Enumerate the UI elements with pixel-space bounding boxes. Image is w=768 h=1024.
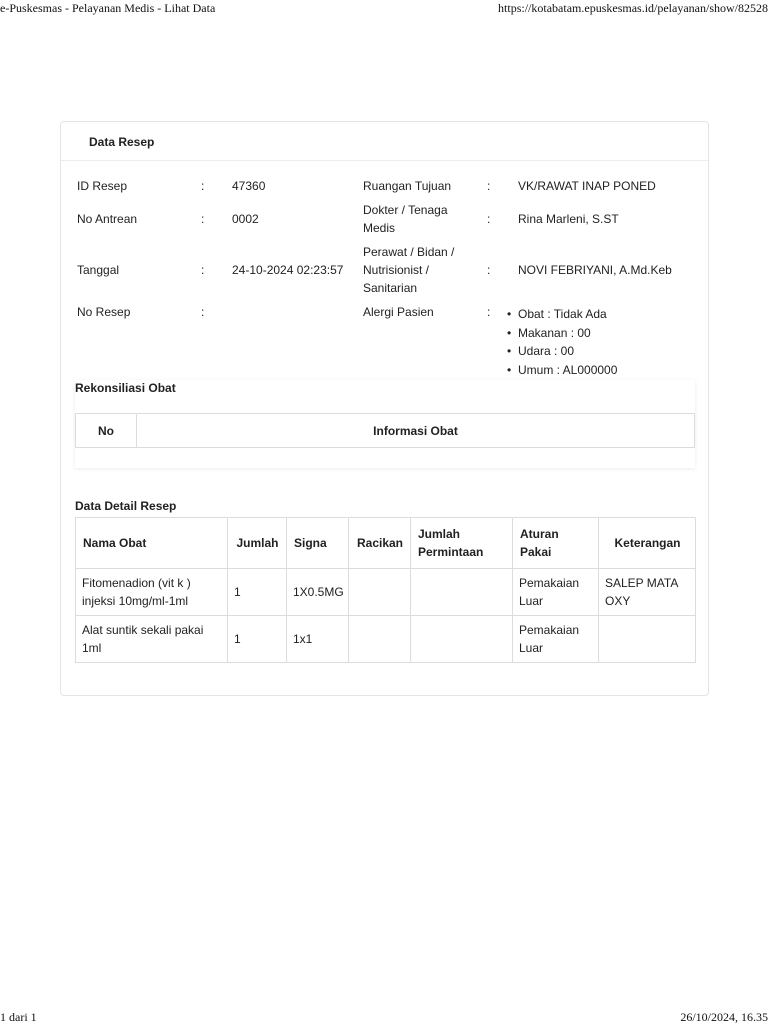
- field-label: Tanggal: [77, 263, 120, 277]
- column-header: Aturan Pakai: [513, 518, 599, 569]
- print-footer: [0, 1009, 768, 1024]
- table-cell: SALEP MATA OXY: [599, 569, 696, 616]
- table-cell: [349, 616, 411, 663]
- table-cell: Fitomenadion (vit k ) injeksi 10mg/ml-1ml: [76, 569, 228, 616]
- field-label: Perawat / Bidan / Nutrisionist / Sanitarian: [363, 245, 455, 295]
- table-row: [76, 616, 696, 663]
- field-colon: :: [201, 212, 205, 226]
- table-row: [76, 569, 696, 616]
- column-header: Informasi Obat: [137, 414, 695, 448]
- field-value: NOVI FEBRIYANI, A.Md.Keb: [518, 263, 672, 277]
- table-cell: 1X0.5MG: [287, 569, 349, 616]
- field-label: Ruangan Tujuan: [363, 179, 452, 193]
- field-value: VK/RAWAT INAP PONED: [518, 179, 656, 193]
- column-header: Nama Obat: [76, 518, 228, 569]
- table-cell: Pemakaian Luar: [513, 616, 599, 663]
- card-title: Data Resep: [89, 135, 155, 149]
- column-header: Racikan: [349, 518, 411, 569]
- table-header-row: [76, 518, 696, 569]
- field-value: Rina Marleni, S.ST: [518, 212, 619, 226]
- table-cell: [411, 569, 513, 616]
- print-page-url: https://kotabatam.epuskesmas.id/pelayanan/show/82528: [498, 1, 768, 15]
- detail-resep-table: [75, 517, 696, 663]
- rekonsiliasi-title: Rekonsiliasi Obat: [75, 381, 176, 395]
- field-value: 47360: [232, 179, 266, 193]
- field-colon: :: [487, 263, 491, 277]
- card-divider: [61, 160, 708, 161]
- table-cell: 1x1: [287, 616, 349, 663]
- table-cell: [349, 569, 411, 616]
- field-value: 24-10-2024 02:23:57: [232, 263, 344, 277]
- column-header: Keterangan: [599, 518, 696, 569]
- table-cell: 1: [228, 616, 287, 663]
- table-cell: Alat suntik sekali pakai 1ml: [76, 616, 228, 663]
- data-resep-card: [60, 121, 709, 696]
- field-colon: :: [201, 179, 205, 193]
- column-header: No: [76, 414, 137, 448]
- field-label: No Antrean: [77, 212, 138, 226]
- table-cell: 1: [228, 569, 287, 616]
- print-header: [0, 0, 768, 18]
- field-value: 0002: [232, 212, 259, 226]
- list-item: • Umum : AL000000: [507, 361, 617, 380]
- list-item: • Makanan : 00: [507, 324, 617, 343]
- field-colon: :: [487, 212, 491, 226]
- detail-resep-title: Data Detail Resep: [75, 499, 177, 513]
- field-colon: :: [487, 305, 491, 319]
- field-colon: :: [201, 263, 205, 277]
- allergy-list: [507, 305, 617, 379]
- field-label: ID Resep: [77, 179, 128, 193]
- column-header: Jumlah Permintaan: [411, 518, 513, 569]
- field-label: Dokter / Tenaga Medis: [363, 203, 448, 235]
- print-page-number: 1 dari 1: [0, 1010, 37, 1024]
- field-colon: :: [487, 179, 491, 193]
- field-label: No Resep: [77, 305, 131, 319]
- list-item: • Udara : 00: [507, 342, 617, 361]
- print-datetime: 26/10/2024, 16.35: [680, 1010, 768, 1024]
- field-label: Alergi Pasien: [363, 305, 434, 319]
- rekonsiliasi-table: [75, 413, 695, 448]
- table-cell: [599, 616, 696, 663]
- print-page-title: e-Puskesmas - Pelayanan Medis - Lihat Data: [0, 1, 216, 15]
- table-cell: [411, 616, 513, 663]
- list-item: • Obat : Tidak Ada: [507, 305, 617, 324]
- table-header-row: [76, 414, 695, 448]
- table-cell: Pemakaian Luar: [513, 569, 599, 616]
- column-header: Signa: [287, 518, 349, 569]
- column-header: Jumlah: [228, 518, 287, 569]
- field-colon: :: [201, 305, 205, 319]
